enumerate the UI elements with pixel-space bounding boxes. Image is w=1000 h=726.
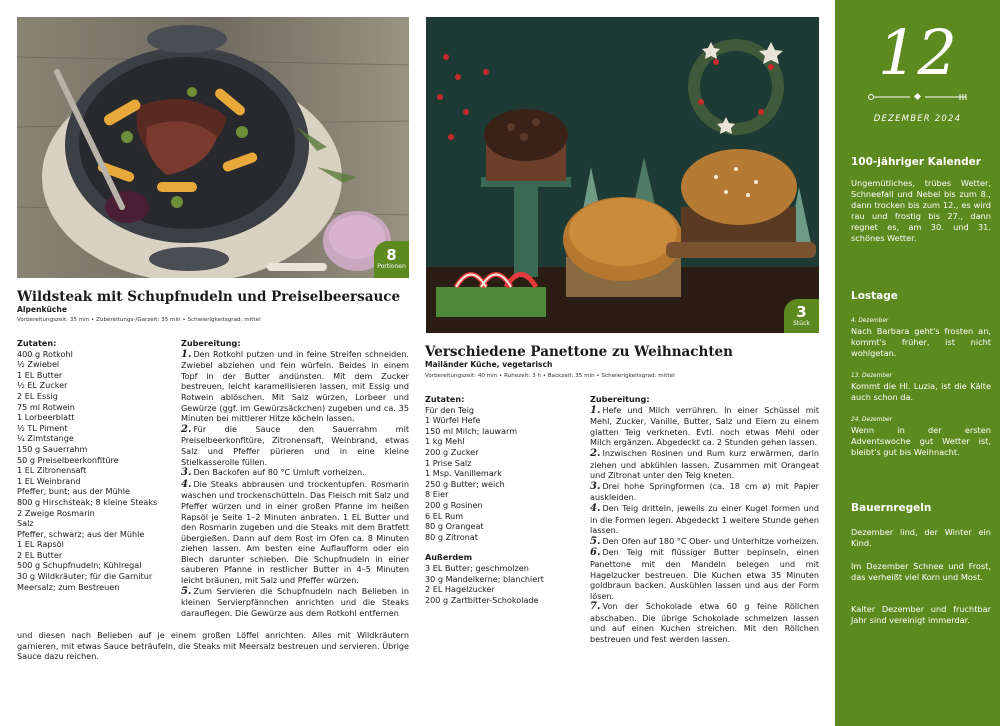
- kalender-heading: 100-jähriger Kalender: [851, 156, 981, 168]
- ingredient: 500 g Schupfnudeln; Kühlregal: [17, 560, 142, 571]
- recipe2-subtitle: Mailänder Küche, vegetarisch: [425, 360, 553, 369]
- calendar-sidebar: [835, 0, 1000, 726]
- step-text: Den Rotkohl putzen und in feine Streifen schneiden. Zwiebel abziehen und fein würfeln. Beides in einem Topf in der Butter andünsten. Mit dem Zucker bestreuen, leicht karamellisieren lassen, mit Essig und Rotwein ablöschen. Mit Salz würzen, Lorbeer und Gewürze (ggf. im Gewürzsäckchen) zugeben und ca. 35 Minuten bei mittlerer Hitze köcheln lassen.: [181, 348, 409, 424]
- recipe1-subtitle: Alpenküche: [17, 305, 67, 314]
- servings-badge-1: [374, 241, 409, 278]
- step-text: Den Teig mit flüssiger Butter bepinseln, einen Panettone mit den Mandeln belegen und mit Hagelzucker bestreuen. Die Kuchen etwa 35 Minuten goldbraun backen. Auskühlen lassen und aus der Form lösen.: [590, 547, 819, 601]
- ingredient: 30 g Wildkräuter; für die Garnitur: [17, 571, 153, 582]
- step-number: 3.: [590, 480, 601, 492]
- prep-step: [590, 503, 819, 536]
- ingredient-group-label: Außerdem: [425, 552, 473, 563]
- step-number: 6.: [590, 547, 601, 559]
- ingredient: 8 Eier: [425, 489, 449, 500]
- ingredient: 200 g Zucker: [425, 446, 479, 457]
- ingredient: 1 Würfel Hefe: [425, 415, 481, 426]
- prep-step: [590, 536, 819, 548]
- recipe1-title: Wildsteak mit Schupfnudeln und Preiselbeersauce: [17, 289, 401, 305]
- ingredient: ¼ Zimtstange: [17, 433, 74, 444]
- recipe2-title: Verschiedene Panettone zu Weihnachten: [425, 344, 733, 360]
- ingredient: 1 EL Butter: [17, 369, 63, 380]
- lostag-text: Nach Barbara geht's frosten an, kommt's früher, ist nicht wohlgetan.: [851, 326, 991, 358]
- ingredient: 150 ml Milch; lauwarm: [425, 425, 518, 436]
- recipe1-preparation: [181, 338, 409, 618]
- calendar-month: DEZEMBER 2024: [873, 114, 962, 124]
- recipe2-prep-heading: Zubereitung:: [590, 394, 650, 404]
- servings-badge-2: [784, 299, 819, 333]
- step-text: Für die Sauce den Sauerrahm mit Preiselbeerkonfitüre, Zitronensaft, Weinbrand, etwas Salz und Pfeffer pürieren und in eine kleine Stielkasserolle füllen.: [181, 423, 409, 467]
- ingredient: Pfeffer, schwarz; aus der Mühle: [17, 528, 145, 539]
- recipe2-meta: Vorbereitungszeit: 40 min • Ruhezeit: 3 h • Backzeit: 35 min • Schwierigkeitsgrad: mittel: [425, 373, 675, 379]
- recipe2-ingredients-heading: Zutaten:: [425, 394, 465, 404]
- recipe1-ingredients: [17, 338, 177, 592]
- bauernregel-text: Im Dezember Schnee und Frost, das verheißt viel Korn und Most.: [851, 561, 991, 582]
- recipe1-meta: Vorbereitungszeit: 35 min • Zubereitungs-/Garzeit: 35 min • Schwierigkeitsgrad: mittel: [17, 317, 261, 323]
- wildsteak-illustration: [17, 17, 409, 278]
- kalender-text: Ungemütliches, trübes Wetter, Schneefall und Nebel bis zum 8., dann trocken bis zum 12., es wird rau und frostig bis 27., dann regnet es, am 30. und 31. schönes Wetter.: [851, 178, 991, 243]
- ingredient: 1 kg Mehl: [425, 436, 465, 447]
- ingredient: 50 g Preiselbeerkonfitüre: [17, 454, 119, 465]
- step-number: 2.: [590, 447, 601, 459]
- recipe1-prep-heading: Zubereitung:: [181, 338, 241, 348]
- cutlery-divider-icon: [865, 92, 970, 102]
- ingredient: 75 ml Rotwein: [17, 401, 75, 412]
- servings-unit-2: Stück: [793, 320, 810, 327]
- servings-unit-1: Portionen: [377, 263, 406, 270]
- ingredient: 2 Zweige Rosmarin: [17, 507, 95, 518]
- prep-step: [590, 481, 819, 503]
- step-number: 7.: [590, 601, 601, 613]
- spacer: [425, 542, 585, 552]
- ingredient: ½ Zwiebel: [17, 359, 60, 370]
- ingredient: 3 EL Butter; geschmolzen: [425, 562, 529, 573]
- recipe2-ingredients: [425, 394, 585, 605]
- ingredient: 2 EL Essig: [17, 390, 58, 401]
- ingredient: 1 Msp. Vanillemark: [425, 468, 502, 479]
- servings-number-2: 3: [796, 303, 807, 321]
- wildsteak-photo: [17, 17, 409, 278]
- step-number: 5.: [590, 535, 601, 547]
- ingredient: 200 g Rosinen: [425, 499, 483, 510]
- calendar-day-number: 12: [878, 16, 957, 89]
- step-number: 4.: [181, 478, 192, 490]
- prep-step: [590, 547, 819, 601]
- ingredient: ½ EL Zucker: [17, 380, 68, 391]
- ingredient: 1 Lorbeerblatt: [17, 412, 75, 423]
- bauernregel-text: Dezember lind, der Winter ein Kind.: [851, 527, 991, 548]
- step-number: 1.: [181, 348, 192, 360]
- ingredient: 6 EL Rum: [425, 510, 464, 521]
- ingredient: Salz: [17, 518, 34, 529]
- ingredient: Pfeffer, bunt; aus der Mühle: [17, 486, 130, 497]
- step-text: Den Backofen auf 80 °C Umluft vorheizen.: [193, 467, 365, 478]
- ingredient: 80 g Zitronat: [425, 531, 478, 542]
- lostage-heading: Lostage: [851, 290, 898, 302]
- ingredient: 150 g Sauerrahm: [17, 443, 88, 454]
- panettone-photo: [426, 17, 819, 333]
- ingredient: 400 g Rotkohl: [17, 348, 73, 359]
- ingredient: 250 g Butter; weich: [425, 478, 505, 489]
- lostag-text: Kommt die Hl. Luzia, ist die Kälte auch schon da.: [851, 381, 991, 402]
- lostag-text: Wenn in der ersten Adventswoche gut Wetter ist, bleibt's gut bis Weihnacht.: [851, 425, 991, 457]
- bauernregeln-heading: Bauernregeln: [851, 502, 932, 514]
- step-number: 1.: [590, 404, 601, 416]
- step-text: Den Teig dritteln, jeweils zu einer Kugel formen und in die Formen legen. Abgedeckt 1 weitere Stunde gehen lassen.: [590, 502, 819, 536]
- recipe1-ingredients-heading: Zutaten:: [17, 338, 57, 348]
- prep-step: [590, 448, 819, 481]
- lostag-date: 13. Dezember: [851, 373, 892, 379]
- prep-step: [181, 424, 409, 467]
- step-text: Den Ofen auf 180 °C Ober- und Unterhitze vorheizen.: [602, 535, 819, 546]
- bauernregel-text: Kalter Dezember und fruchtbar Jahr sind vereinigt immerdar.: [851, 604, 991, 625]
- step-text: Drei hohe Springformen (ca. 18 cm ø) mit Papier auskleiden.: [590, 480, 819, 503]
- prep-step: [590, 405, 819, 448]
- recipe2-preparation: [590, 394, 819, 645]
- step-text: Zum Servieren die Schupfnudeln nach Belieben in kleinen Servierpfännchen anrichten und die Steaks darauflegen. Die Gewürze aus dem Rotkohl entfernen: [181, 585, 409, 618]
- servings-number-1: 8: [386, 246, 397, 264]
- ingredient: 1 EL Weinbrand: [17, 475, 81, 486]
- step-text: Die Steaks abbrausen und trockentupfen. Rosmarin waschen und trockenschütteln. Das Fleisch mit Salz und Pfeffer würzen und in einer großen Pfanne im heißen Rapsöl je Seite 1–2 Minuten anbraten. 1 EL Butter und den Rosmarin zugeben und die Steaks mit dem Bratfett übergießen. Dann auf dem Rost im Ofen ca. 8 Minuten ziehen lassen. Am besten eine Auflaufform oder ein Blech darunter schieben. Die Schupfnudeln in einer sauberen Pfanne in restlicher Butter in 4–5 Minuten leicht bräunen, mit Salz und Pfeffer würzen.: [181, 478, 409, 586]
- prep-step: [181, 586, 409, 619]
- step-text: Von der Schokolade etwa 60 g feine Röllchen abschaben. Die übrige Schokolade schmelzen lassen und auf einen Kuchen streichen. Mit den Röllchen bestreuen und fest werden lassen.: [590, 601, 819, 645]
- ingredient: ½ TL Piment: [17, 422, 68, 433]
- prep-step: [181, 349, 409, 424]
- step-text: Hefe und Milch verrühren. In einer Schüssel mit Mehl, Zucker, Vanille, Butter, Salz und Eiern zu einem glatten Teig verkneten. Evtl. noch etwas Mehl oder Milch ergänzen. Abgedeckt ca. 2 Stunden gehen lassen.: [590, 404, 819, 448]
- ingredient: 80 g Orangeat: [425, 521, 484, 532]
- lostag-date: 4. Dezember: [851, 318, 889, 324]
- ingredient: 200 g Zartbitter-Schokolade: [425, 594, 539, 605]
- prep-step: [181, 479, 409, 586]
- ingredient: 1 EL Rapsöl: [17, 539, 64, 550]
- ingredient: Meersalz; zum Bestreuen: [17, 581, 120, 592]
- ingredient: 30 g Mandelkerne; blanchiert: [425, 573, 544, 584]
- recipe1-continuation: und diesen nach Belieben auf je einem großen Löffel anrichten. Alles mit Wildkräutern garnieren, mit etwas Sauce beträufeln, die Steaks mit Meersalz bestreuen und servieren. Übrige Sauce dazu reichen.: [17, 630, 409, 662]
- prep-step: [590, 601, 819, 644]
- prep-step: [181, 467, 409, 479]
- ingredient: 2 EL Butter: [17, 549, 63, 560]
- step-number: 2.: [181, 423, 192, 435]
- panettone-illustration: [426, 17, 819, 333]
- ingredient: 800 g Hirschsteak; 8 kleine Steaks: [17, 496, 158, 507]
- ingredient-group-label: Für den Teig: [425, 404, 474, 415]
- lostag-date: 24. Dezember: [851, 417, 892, 423]
- step-number: 5.: [181, 585, 192, 597]
- ingredient: 1 EL Zitronensaft: [17, 465, 87, 476]
- ingredient: 1 Prise Salz: [425, 457, 472, 468]
- ingredient: 2 EL Hagelzucker: [425, 584, 495, 595]
- step-number: 3.: [181, 467, 192, 479]
- step-number: 4.: [590, 502, 601, 514]
- step-text: Inzwischen Rosinen und Rum kurz erwärmen, darin ziehen und abkühlen lassen. Zusammen mit Orangeat und Zitronat unter den Teig kneten.: [590, 447, 819, 481]
